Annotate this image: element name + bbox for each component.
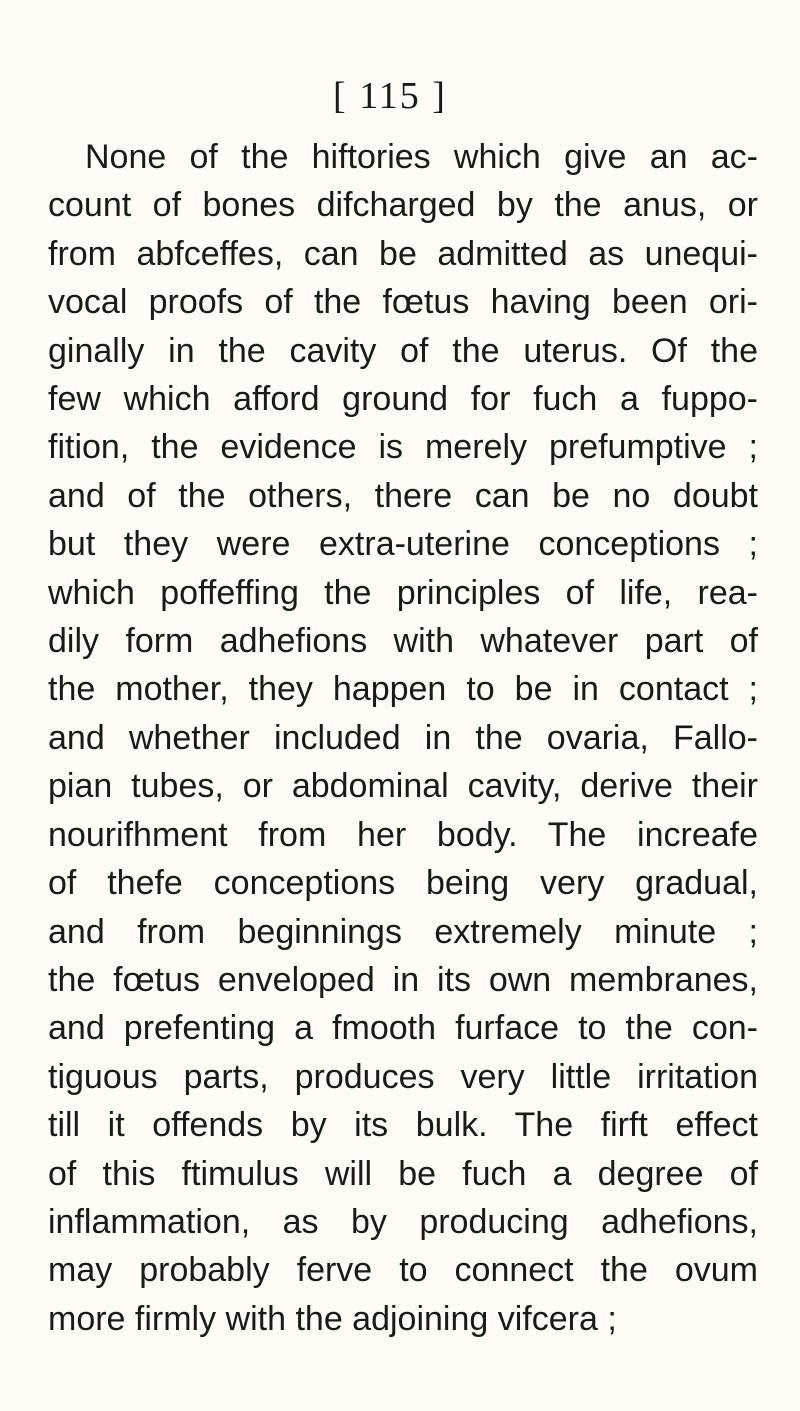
text-line: from abfceffes, can be admitted as unequi-: [48, 234, 758, 273]
text-line: None of the hiftories which give an ac-: [85, 138, 758, 176]
text-line: nourifhment from her body. The increafe: [48, 815, 758, 854]
text-line: but they were extra-uterine conceptions ;: [48, 525, 758, 564]
text-line: the fœtus enveloped in its own membranes,: [48, 960, 758, 999]
text-line: more firmly with the adjoining vifcera ;: [48, 1299, 617, 1338]
text-line: count of bones difcharged by the anus, or: [48, 186, 758, 225]
body-paragraph: [48, 133, 758, 1343]
text-line: inflammation, as by producing adhefions,: [48, 1202, 758, 1241]
text-line: fition, the evidence is merely prefumptive ;: [48, 428, 758, 467]
text-line: tiguous parts, produces very little irritation: [48, 1057, 758, 1096]
text-line: of thefe conceptions being very gradual,: [48, 864, 758, 903]
text-line: and from beginnings extremely minute ;: [48, 912, 758, 951]
text-line: dily form adhefions with whatever part of: [48, 622, 758, 661]
page-number: [ 115 ]: [333, 75, 447, 117]
text-line: till it offends by its bulk. The firft effect: [48, 1106, 758, 1145]
text-line: and of the others, there can be no doubt: [48, 476, 758, 515]
text-line: few which afford ground for fuch a fuppo-: [48, 380, 758, 419]
text-line: may probably ferve to connect the ovum: [48, 1251, 758, 1290]
text-line: ginally in the cavity of the uterus. Of the: [48, 331, 758, 370]
text-line: the mother, they happen to be in contact ;: [48, 670, 758, 709]
text-line: and prefenting a fmooth furface to the con-: [48, 1009, 758, 1048]
text-line: and whether included in the ovaria, Fallo-: [48, 718, 758, 757]
text-line: vocal proofs of the fœtus having been ori-: [48, 283, 758, 322]
text-line: of this ftimulus will be fuch a degree of: [48, 1154, 758, 1193]
text-line: which poffeffing the principles of life, rea-: [48, 573, 758, 612]
text-line: pian tubes, or abdominal cavity, derive their: [48, 767, 758, 806]
